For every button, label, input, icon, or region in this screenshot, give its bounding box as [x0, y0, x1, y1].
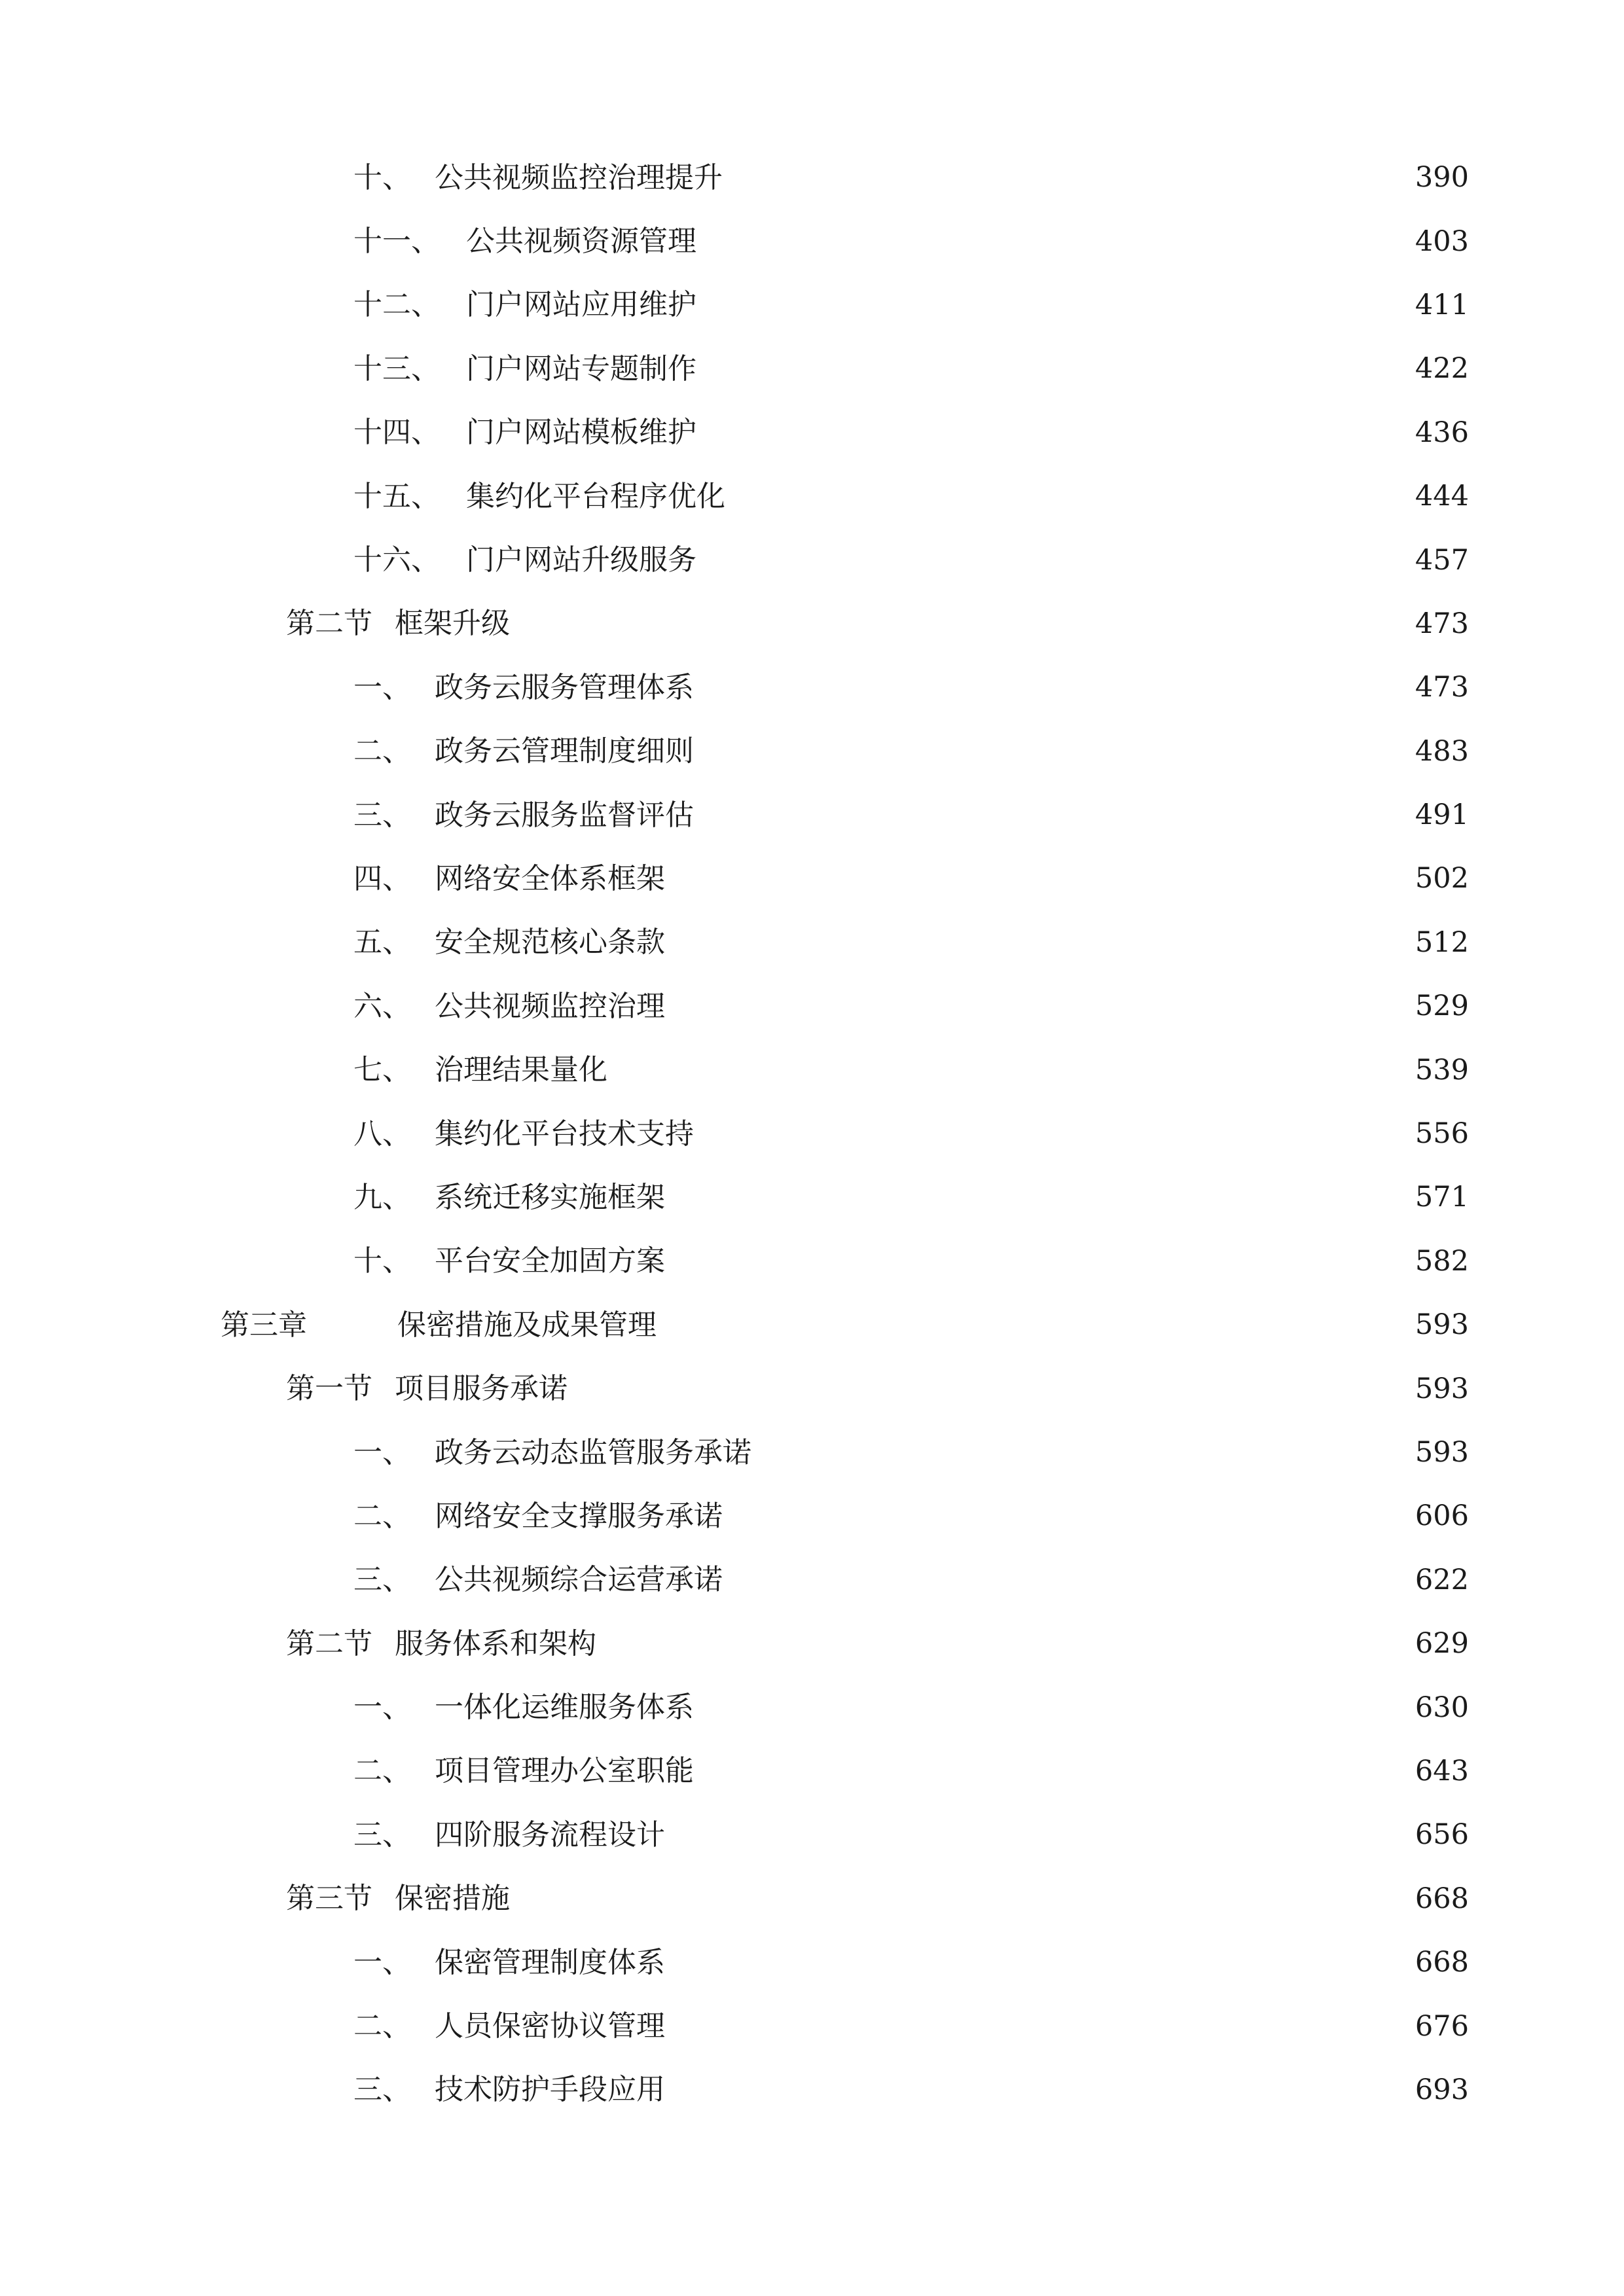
toc-entry-title: 保密管理制度体系 — [435, 1948, 670, 1977]
toc-entry-title: 集约化平台技术支持 — [435, 1120, 699, 1149]
toc-entry-number: 八、 — [353, 1120, 435, 1149]
toc-entry-number: 十一、 — [353, 227, 466, 256]
dot-leader — [673, 2012, 1397, 2041]
toc-entry-page-number: 473 — [1415, 607, 1469, 640]
toc-entry-number: 十、 — [353, 164, 435, 192]
toc-entry-number: 一、 — [353, 673, 435, 702]
dot-leader — [673, 2075, 1397, 2104]
toc-entry-chapter[interactable] — [0, 1293, 1624, 1357]
toc-entry-page-number: 622 — [1415, 1563, 1469, 1596]
toc-entry-page-number: 668 — [1415, 1882, 1469, 1915]
toc-entry-item[interactable] — [0, 401, 1624, 465]
dot-leader — [664, 1311, 1397, 1340]
toc-entry-title: 门户网站应用维护 — [466, 291, 702, 319]
toc-entry-title: 治理结果量化 — [435, 1056, 613, 1085]
toc-entry-number: 一、 — [353, 1439, 435, 1467]
toc-entry-page-number: 491 — [1415, 798, 1469, 832]
toc-entry-page-number: 444 — [1415, 480, 1469, 513]
toc-entry-page-number: 422 — [1415, 352, 1469, 386]
toc-entry-page-number: 629 — [1415, 1627, 1469, 1660]
toc-entry-title: 公共视频资源管理 — [466, 227, 702, 256]
toc-entry-item[interactable] — [0, 1484, 1624, 1548]
toc-entry-number: 三、 — [353, 2075, 435, 2104]
toc-entry-number: 十、 — [353, 1247, 435, 1276]
toc-entry-page-number: 436 — [1415, 416, 1469, 449]
toc-entry-title: 人员保密协议管理 — [435, 2012, 670, 2041]
toc-entry-item[interactable] — [0, 1038, 1624, 1102]
toc-entry-page-number: 606 — [1415, 1499, 1469, 1533]
toc-entry-page-number: 593 — [1415, 1308, 1469, 1342]
dot-leader — [702, 1120, 1397, 1149]
toc-entry-title: 项目管理办公室职能 — [435, 1757, 699, 1785]
toc-entry-page-number: 676 — [1415, 2009, 1469, 2043]
toc-entry-item[interactable] — [0, 720, 1624, 783]
dot-leader — [702, 1693, 1397, 1722]
toc-entry-section[interactable] — [0, 592, 1624, 656]
toc-entry-number: 四、 — [353, 865, 435, 893]
toc-entry-number: 七、 — [353, 1056, 435, 1085]
toc-entry-page-number: 693 — [1415, 2073, 1469, 2106]
toc-entry-item[interactable] — [0, 274, 1624, 337]
toc-entry-number: 九、 — [353, 1183, 435, 1212]
dot-leader — [575, 1374, 1397, 1403]
dot-leader — [673, 1948, 1397, 1977]
dot-leader — [759, 1439, 1397, 1467]
toc-entry-title: 集约化平台程序优化 — [466, 482, 731, 511]
dot-leader — [702, 801, 1397, 830]
toc-entry-page-number: 582 — [1415, 1244, 1469, 1278]
dot-leader — [604, 1630, 1397, 1659]
toc-entry-title: 保密措施及成果管理 — [397, 1311, 662, 1340]
toc-entry-item[interactable] — [0, 1803, 1624, 1867]
toc-entry-page-number: 411 — [1415, 288, 1469, 321]
toc-entry-number: 第二节 — [286, 609, 395, 638]
toc-entry-number: 十二、 — [353, 291, 466, 319]
toc-entry-page-number: 593 — [1415, 1372, 1469, 1405]
toc-entry-item[interactable] — [0, 1230, 1624, 1293]
toc-entry-item[interactable] — [0, 146, 1624, 209]
dot-leader — [673, 1183, 1397, 1212]
dot-leader — [518, 1884, 1397, 1913]
dot-leader — [615, 1056, 1397, 1085]
toc-entry-title: 框架升级 — [395, 609, 515, 638]
toc-entry-number: 第三章 — [221, 1311, 397, 1340]
toc-entry-item[interactable] — [0, 783, 1624, 847]
toc-entry-number: 二、 — [353, 737, 435, 766]
toc-entry-number: 一、 — [353, 1693, 435, 1722]
toc-entry-number: 第一节 — [286, 1374, 395, 1403]
dot-leader — [673, 1247, 1397, 1276]
dot-leader — [673, 992, 1397, 1021]
toc-entry-item[interactable] — [0, 465, 1624, 528]
toc-entry-page-number: 656 — [1415, 1818, 1469, 1852]
toc-entry-page-number: 556 — [1415, 1117, 1469, 1151]
toc-entry-item[interactable] — [0, 1994, 1624, 2058]
toc-entry-number: 二、 — [353, 1502, 435, 1531]
toc-entry-page-number: 457 — [1415, 543, 1469, 577]
dot-leader — [704, 546, 1397, 575]
toc-entry-title: 政务云服务管理体系 — [435, 673, 699, 702]
toc-entry-item[interactable] — [0, 1676, 1624, 1739]
dot-leader — [673, 1821, 1397, 1850]
toc-entry-title: 政务云服务监督评估 — [435, 801, 699, 830]
toc-entry-number: 第三节 — [286, 1884, 395, 1913]
toc-entry-number: 十五、 — [353, 482, 466, 511]
toc-entry-page-number: 390 — [1415, 161, 1469, 194]
toc-entry-number: 二、 — [353, 2012, 435, 2041]
dot-leader — [731, 1502, 1397, 1531]
toc-entry-title: 系统迁移实施框架 — [435, 1183, 670, 1212]
toc-entry-title: 政务云动态监管服务承诺 — [435, 1439, 757, 1467]
toc-entry-number: 三、 — [353, 801, 435, 830]
toc-entry-item[interactable] — [0, 2058, 1624, 2122]
dot-leader — [702, 737, 1397, 766]
toc-entry-page-number: 539 — [1415, 1053, 1469, 1086]
dot-leader — [731, 1566, 1397, 1594]
toc-entry-page-number: 630 — [1415, 1691, 1469, 1724]
toc-entry-title: 门户网站模板维护 — [466, 418, 702, 447]
toc-entry-page-number: 483 — [1415, 734, 1469, 768]
toc-entry-item[interactable] — [0, 656, 1624, 719]
toc-entry-title: 门户网站升级服务 — [466, 546, 702, 575]
toc-entry-item[interactable] — [0, 847, 1624, 910]
toc-entry-title: 安全规范核心条款 — [435, 928, 670, 957]
dot-leader — [704, 291, 1397, 319]
toc-entry-title: 技术防护手段应用 — [435, 2075, 670, 2104]
toc-entry-number: 六、 — [353, 992, 435, 1021]
toc-entry-page-number: 403 — [1415, 224, 1469, 258]
toc-entry-title: 一体化运维服务体系 — [435, 1693, 699, 1722]
toc-entry-number: 二、 — [353, 1757, 435, 1785]
toc-entry-page-number: 571 — [1415, 1181, 1469, 1214]
toc-entry-item[interactable] — [0, 209, 1624, 273]
dot-leader — [518, 609, 1397, 638]
dot-leader — [704, 418, 1397, 447]
toc-entry-item[interactable] — [0, 1931, 1624, 1994]
toc-entry-title: 公共视频综合运营承诺 — [435, 1566, 728, 1594]
toc-entry-section[interactable] — [0, 1357, 1624, 1420]
toc-entry-number: 三、 — [353, 1821, 435, 1850]
dot-leader — [704, 227, 1397, 256]
toc-entry-title: 项目服务承诺 — [395, 1374, 573, 1403]
toc-entry-page-number: 529 — [1415, 990, 1469, 1023]
toc-entry-title: 服务体系和架构 — [395, 1630, 602, 1659]
toc-entry-item[interactable] — [0, 1421, 1624, 1484]
toc-entry-page-number: 643 — [1415, 1754, 1469, 1787]
toc-entry-item[interactable] — [0, 528, 1624, 592]
toc-entry-item[interactable] — [0, 337, 1624, 401]
toc-entry-number: 五、 — [353, 928, 435, 957]
toc-entry-section[interactable] — [0, 1612, 1624, 1676]
toc-entry-title: 网络安全体系框架 — [435, 865, 670, 893]
toc-entry-item[interactable] — [0, 1102, 1624, 1166]
dot-leader — [704, 355, 1397, 384]
toc-entry-title: 网络安全支撑服务承诺 — [435, 1502, 728, 1531]
toc-entry-page-number: 512 — [1415, 925, 1469, 959]
toc-entry-page-number: 473 — [1415, 671, 1469, 704]
toc-entry-title: 政务云管理制度细则 — [435, 737, 699, 766]
toc-entry-item[interactable] — [0, 975, 1624, 1038]
dot-leader — [673, 928, 1397, 957]
toc-entry-title: 门户网站专题制作 — [466, 355, 702, 384]
toc-entry-page-number: 502 — [1415, 862, 1469, 895]
toc-entry-item[interactable] — [0, 1740, 1624, 1803]
toc-entry-title: 公共视频监控治理 — [435, 992, 670, 1021]
dot-leader — [673, 865, 1397, 893]
toc-entry-item[interactable] — [0, 911, 1624, 975]
toc-entry-number: 三、 — [353, 1566, 435, 1594]
table-of-contents — [0, 146, 1624, 2122]
toc-entry-number: 十三、 — [353, 355, 466, 384]
toc-entry-number: 十六、 — [353, 546, 466, 575]
dot-leader — [702, 1757, 1397, 1785]
dot-leader — [702, 673, 1397, 702]
toc-entry-title: 四阶服务流程设计 — [435, 1821, 670, 1850]
dot-leader — [731, 164, 1397, 192]
toc-entry-title: 公共视频监控治理提升 — [435, 164, 728, 192]
toc-entry-page-number: 593 — [1415, 1436, 1469, 1469]
toc-entry-item[interactable] — [0, 1549, 1624, 1612]
toc-entry-page-number: 668 — [1415, 1946, 1469, 1979]
toc-entry-title: 平台安全加固方案 — [435, 1247, 670, 1276]
toc-entry-title: 保密措施 — [395, 1884, 515, 1913]
toc-entry-number: 一、 — [353, 1948, 435, 1977]
dot-leader — [733, 482, 1397, 511]
toc-entry-number: 十四、 — [353, 418, 466, 447]
toc-entry-section[interactable] — [0, 1867, 1624, 1931]
toc-entry-item[interactable] — [0, 1166, 1624, 1229]
toc-entry-number: 第二节 — [286, 1630, 395, 1659]
